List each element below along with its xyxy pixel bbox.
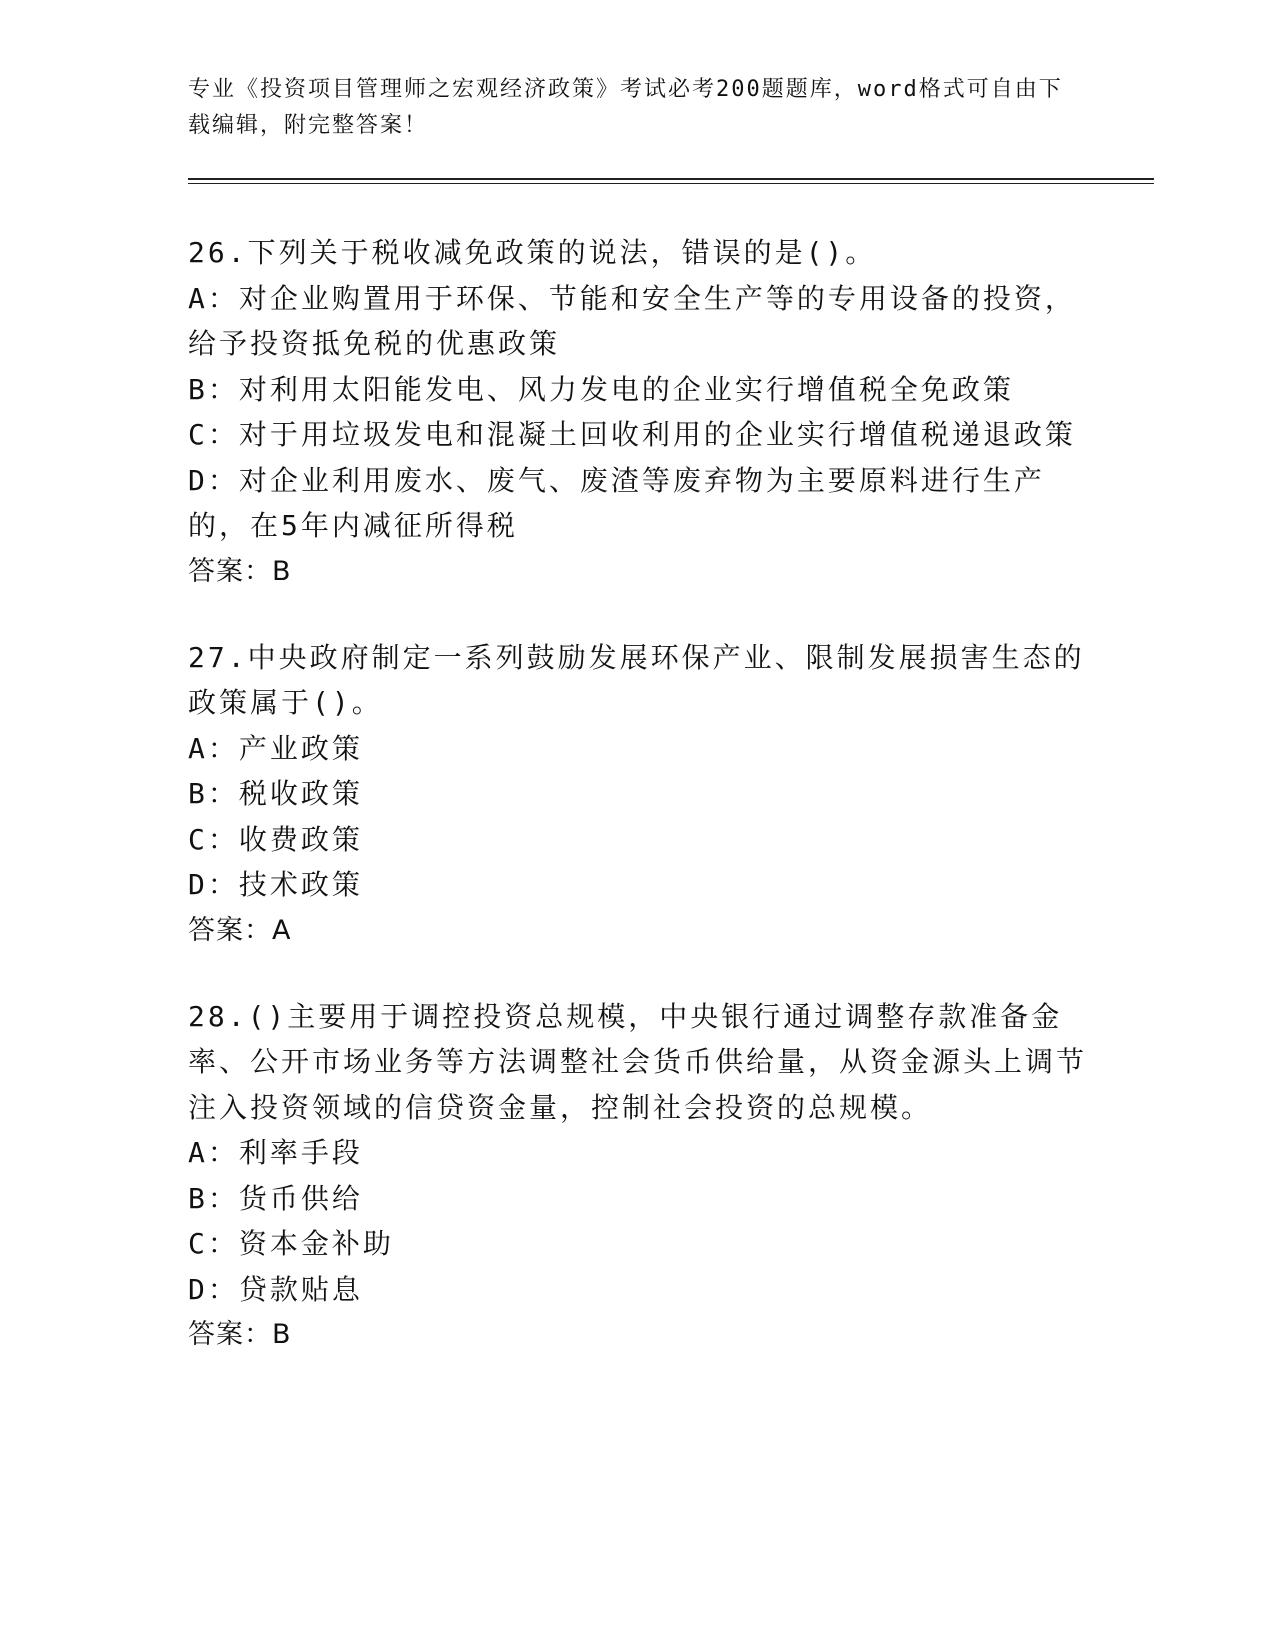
question-27 (188, 635, 1088, 954)
document-header: 专业《投资项目管理师之宏观经济政策》考试必考200题题库，word格式可自由下载编辑，附完整答案！ (188, 77, 1063, 138)
answer-line: 答案：A (188, 914, 292, 946)
question-26 (188, 230, 1088, 595)
option-a: A：对企业购置用于环保、节能和安全生产等的专用设备的投资，给予投资抵免税的优惠政策 (188, 281, 1076, 360)
answer-line: 答案：B (188, 1319, 292, 1350)
option-a: A：产业政策 (188, 731, 363, 765)
option-b: B：货币供给 (188, 1181, 363, 1215)
question-stem: 27.中央政府制定一系列鼓励发展环保产业、限制发展损害生态的政策属于()。 (188, 640, 1085, 719)
question-stem: 26.下列关于税收减免政策的说法，错误的是()。 (188, 236, 877, 269)
option-c: C：收费政策 (188, 822, 363, 856)
question-list (188, 230, 1088, 1398)
option-c: C：资本金补助 (188, 1227, 394, 1260)
option-d: D：技术政策 (188, 868, 363, 901)
answer-line: 答案：B (188, 555, 292, 587)
option-c: C：对于用垃圾发电和混凝土回收利用的企业实行增值税递退政策 (188, 418, 1076, 451)
header-divider (188, 178, 1154, 184)
question-28 (188, 994, 1088, 1359)
option-b: B：税收政策 (188, 777, 363, 810)
option-d: D：贷款贴息 (188, 1272, 363, 1306)
question-stem: 28.()主要用于调控投资总规模，中央银行通过调整存款准备金率、公开市场业务等方法调整社会货币供给量，从资金源头上调节注入投资领域的信贷资金量，控制社会投资的总规模。 (188, 999, 1088, 1124)
option-d: D：对企业利用废水、废气、废渣等废弃物为主要原料进行生产的，在5年内减征所得税 (188, 463, 1045, 542)
option-b: B：对利用太阳能发电、风力发电的企业实行增值税全免政策 (188, 372, 1014, 406)
option-a: A：利率手段 (188, 1136, 363, 1169)
